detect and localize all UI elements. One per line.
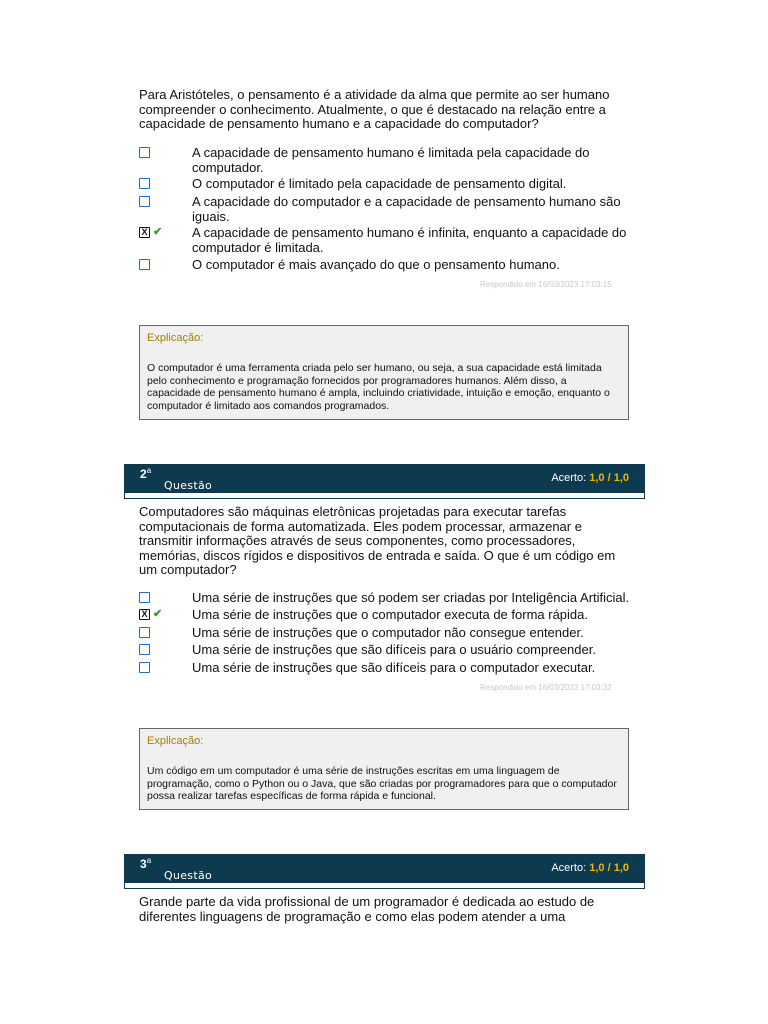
- checkbox-icon[interactable]: [139, 259, 150, 270]
- divider: [124, 883, 645, 889]
- explanation-text: Um código em um computador é uma série de instruções escritas em uma linguagem de programação, como o Python ou o Java, que são criadas por programadores para que o computador possa realizar tarefas específicas de forma rápida e funcional.: [147, 765, 617, 802]
- question-label: Questão: [164, 869, 213, 882]
- checkbox-icon[interactable]: [139, 592, 150, 603]
- checkbox-icon[interactable]: [139, 627, 150, 638]
- checked-checkbox-icon[interactable]: X: [139, 609, 150, 620]
- question-label: Questão: [164, 479, 213, 492]
- checkbox-icon[interactable]: [139, 196, 150, 207]
- question-number: 2$^a$: [140, 466, 152, 481]
- correct-check-icon: ✔: [153, 226, 163, 238]
- option-text: A capacidade de pensamento humano é limitada pela capacidade do computador.: [192, 145, 590, 175]
- option-text: Uma série de instruções que o computador não consegue entender.: [192, 625, 584, 640]
- question-number: 3$^a$: [140, 856, 152, 871]
- correct-check-icon: ✔: [153, 608, 163, 620]
- checkbox-icon[interactable]: [139, 147, 150, 158]
- checkbox-icon[interactable]: [139, 662, 150, 673]
- explanation-title: Explicação:: [147, 332, 204, 344]
- score: Acerto: 1,0 / 1,0: [551, 472, 629, 484]
- question-1-prompt: Para Aristóteles, o pensamento é a atividade da alma que permite ao ser humano compreender o conhecimento. Atualmente, o que é destacado na relação entre a capacidade de pensamento humano e a capacidade do computador?: [139, 87, 610, 131]
- question-3-prompt: Grande parte da vida profissional de um programador é dedicada ao estudo de diferentes linguagens de programação e como elas podem atender a uma: [139, 894, 595, 924]
- explanation-title: Explicação:: [147, 735, 204, 747]
- option-text: A capacidade do computador e a capacidade de pensamento humano são iguais.: [192, 194, 621, 224]
- question-1-explanation: [139, 325, 629, 420]
- option-text: O computador é limitado pela capacidade de pensamento digital.: [192, 176, 567, 191]
- checkbox-icon[interactable]: [139, 178, 150, 189]
- divider: [124, 493, 645, 499]
- question-2-header: [124, 464, 645, 493]
- answered-timestamp: Respondido em 16/03/2023 17:03:32: [480, 683, 612, 692]
- option-text: A capacidade de pensamento humano é infinita, enquanto a capacidade do computador é limitada.: [192, 225, 627, 255]
- explanation-text: O computador é uma ferramenta criada pelo ser humano, ou seja, a sua capacidade está limitada pelo conhecimento e programação fornecidos por programadores humanos. Além disso, a capacidade de pensamento humano é ampla, incluindo criatividade, intuição e emoção, enquanto o computador é limitado aos comandos programados.: [147, 362, 610, 412]
- checked-checkbox-icon[interactable]: X: [139, 227, 150, 238]
- answered-timestamp: Respondido em 16/03/2023 17:03:15: [480, 280, 612, 289]
- score: Acerto: 1,0 / 1,0: [551, 862, 629, 874]
- option-text: Uma série de instruções que só podem ser criadas por Inteligência Artificial.: [192, 590, 630, 605]
- option-text: Uma série de instruções que são difíceis para o usuário compreender.: [192, 642, 596, 657]
- option-text: O computador é mais avançado do que o pensamento humano.: [192, 257, 560, 272]
- question-3-header: [124, 854, 645, 883]
- checkbox-icon[interactable]: [139, 644, 150, 655]
- question-2-prompt: Computadores são máquinas eletrônicas projetadas para executar tarefas computacionais de forma automatizada. Eles podem processar, armazenar e transmitir informações através de seus componentes, como processadores, memórias, discos rígidos e dispositivos de entrada e saída. O que é um código em um computador?: [139, 504, 616, 577]
- option-text: Uma série de instruções que o computador executa de forma rápida.: [192, 607, 588, 622]
- question-2-explanation: [139, 728, 629, 810]
- option-text: Uma série de instruções que são difíceis para o computador executar.: [192, 660, 596, 675]
